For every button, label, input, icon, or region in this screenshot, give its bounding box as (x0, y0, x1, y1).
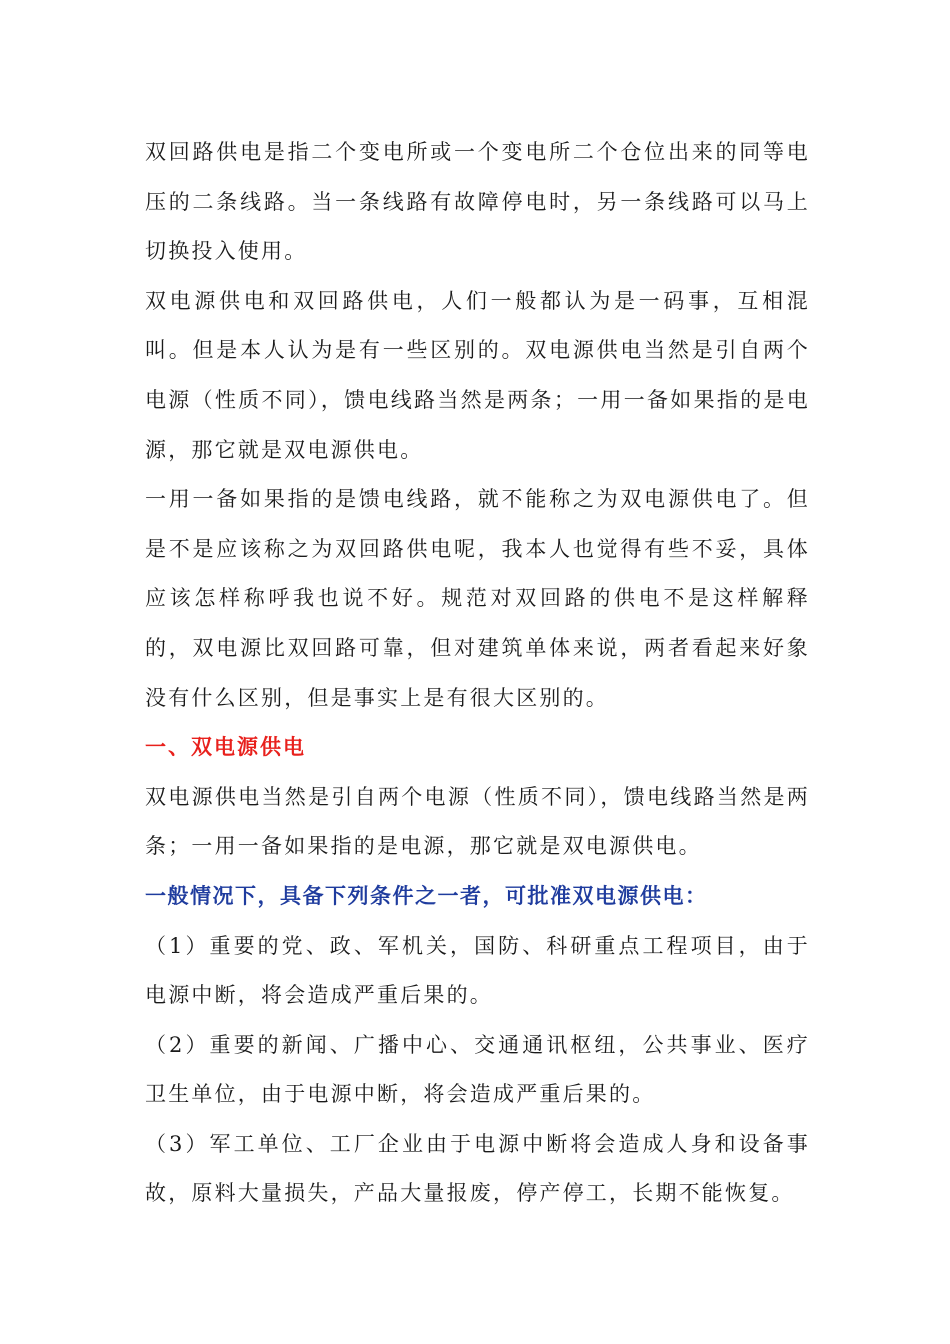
section-heading-dual-power: 一、双电源供电 (145, 735, 306, 760)
intro-paragraph-3: 一用一备如果指的是馈电线路，就不能称之为双电源供电了。但是不是应该称之为双回路供电呢，我本人也觉得有些不妥，具体应该怎样称呼我也说不好。规范对双回路的供电不是这样解释的，双电源比双回路可靠，但对建筑单体来说，两者看起来好象没有什么区别，但是事实上是有很大区别的。 (145, 487, 810, 710)
condition-item-1: （1）重要的党、政、军机关，国防、科研重点工程项目，由于电源中断，将会造成严重后果的。 (145, 933, 810, 1008)
intro-paragraph-2: 双电源供电和双回路供电，人们一般都认为是一码事，互相混叫。但是本人认为是有一些区别的。双电源供电当然是引自两个电源（性质不同），馈电线路当然是两条；一用一备如果指的是电源，那它就是双电源供电。 (145, 288, 810, 462)
section-paragraph-dual-power: 双电源供电当然是引自两个电源（性质不同），馈电线路当然是两条；一用一备如果指的是电源，那它就是双电源供电。 (145, 784, 810, 859)
condition-item-2: （2）重要的新闻、广播中心、交通通讯枢纽，公共事业、医疗卫生单位，由于电源中断，将会造成严重后果的。 (145, 1032, 810, 1107)
condition-item-3: （3）军工单位、工厂企业由于电源中断将会造成人身和设备事故，原料大量损失，产品大量报废，停产停工，长期不能恢复。 (145, 1131, 810, 1206)
intro-paragraph-1: 双回路供电是指二个变电所或一个变电所二个仓位出来的同等电压的二条线路。当一条线路有故障停电时，另一条线路可以马上切换投入使用。 (145, 140, 810, 264)
conditions-heading: 一般情况下，具备下列条件之一者，可批准双电源供电： (145, 883, 708, 908)
document-page (145, 128, 810, 1219)
